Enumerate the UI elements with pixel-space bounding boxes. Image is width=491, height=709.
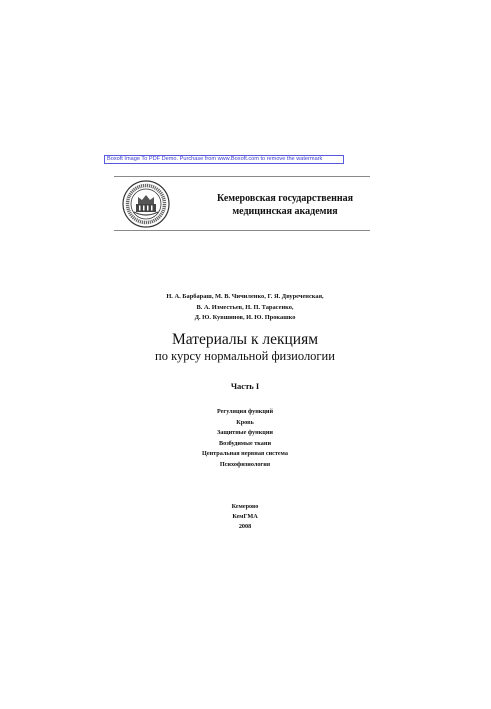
academy-name-line: Кемеровская государственная (216, 193, 354, 204)
authors-block (120, 292, 370, 324)
imprint-block (120, 502, 370, 531)
topic-item: Кровь (236, 418, 254, 426)
part-number: Часть I (230, 381, 260, 391)
header-top-rule (114, 176, 370, 177)
topic-item: Возбудимые ткани (218, 439, 272, 447)
imprint-year: 2008 (238, 522, 252, 530)
imprint-publisher: КемГМА (232, 512, 258, 520)
academy-name-line: медицинская академия (232, 206, 338, 217)
authors-line: Д. Ю. Кувшинов, И. Ю. Прокашко (194, 314, 296, 321)
authors-line: В. А. Изместьев, Н. П. Тарасенко, (196, 303, 294, 311)
academy-seal-icon (122, 180, 170, 228)
topic-item: Защитные функции (217, 429, 273, 437)
authors-line: Н. А. Барбараш, М. В. Чичиленко, Г. Я. Двуреченская, (166, 293, 324, 300)
topic-item: Регуляция функций (216, 408, 274, 415)
imprint-city: Кемерово (231, 503, 259, 510)
academy-seal-graphic (122, 180, 170, 228)
topic-item: Психофизиология (219, 460, 271, 468)
topics-list (120, 407, 370, 471)
header-bottom-rule (114, 230, 370, 231)
academy-name (200, 192, 370, 218)
watermark-banner: Boxoft Image To PDF Demo. Purchase from www.Boxoft.com to remove the watermark (104, 155, 344, 164)
document-subtitle: по курсу нормальной физиологии (155, 349, 335, 363)
document-title: Материалы к лекциям (171, 331, 319, 348)
topic-item: Центральная нервная система (202, 450, 288, 458)
